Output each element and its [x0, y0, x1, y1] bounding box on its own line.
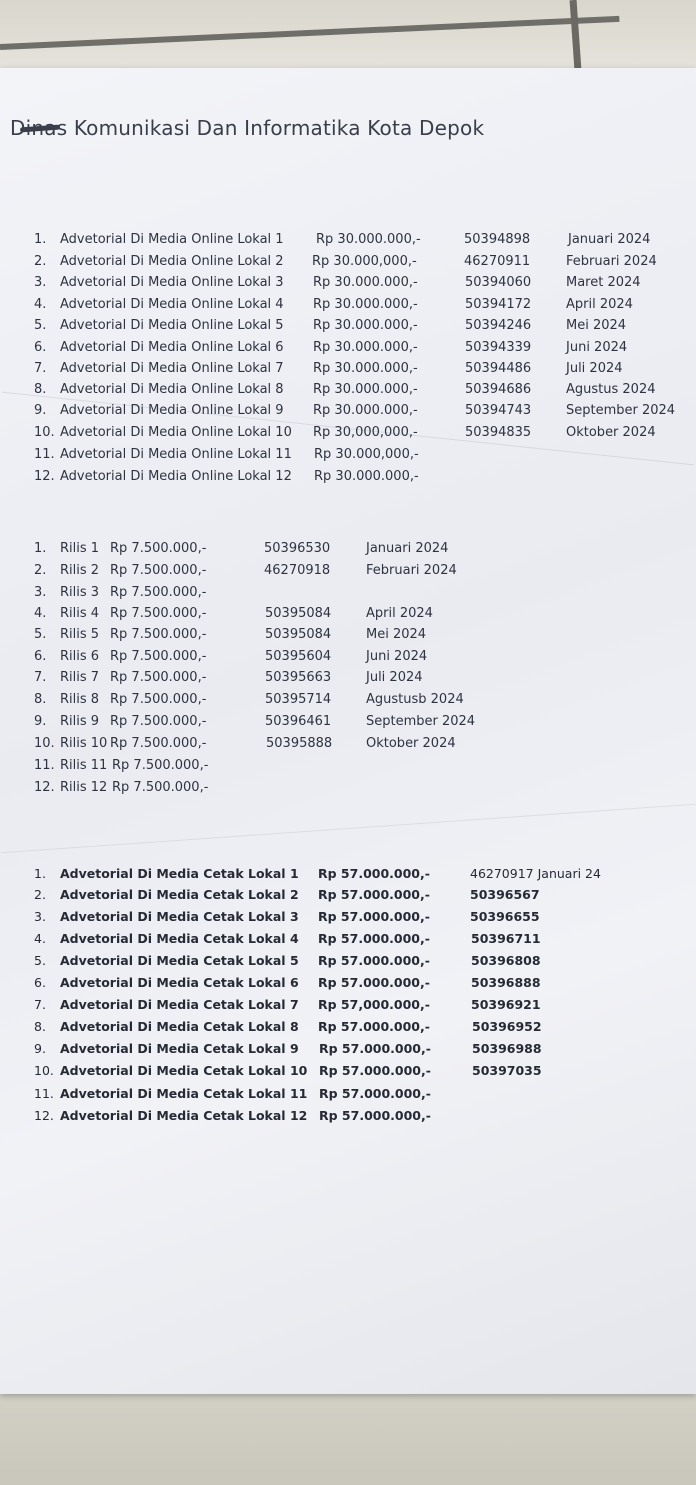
item-number: 7. [34, 361, 47, 376]
item-month: Januari 2024 [568, 232, 651, 247]
list-item [0, 975, 696, 995]
item-number: 10. [34, 1063, 54, 1078]
item-number: 8. [34, 382, 47, 397]
item-number: 8. [34, 1019, 46, 1034]
item-name: Advetorial Di Media Online Lokal 6 [60, 340, 284, 355]
item-name: Advetorial Di Media Cetak Lokal 12 [60, 1108, 308, 1123]
item-month: Juli 2024 [566, 361, 623, 376]
item-number: 2. [34, 254, 47, 269]
item-name: Advetorial Di Media Online Lokal 10 [60, 425, 292, 440]
item-name: Rilis 3 [60, 585, 100, 600]
item-amount: Rp 57.000.000,- [319, 1086, 431, 1101]
list-item [0, 736, 696, 756]
item-number: 2. [34, 563, 47, 578]
list-item [0, 714, 696, 734]
item-amount: Rp 57.000.000,- [319, 1041, 431, 1056]
item-month: Oktober 2024 [566, 425, 656, 440]
item-code: 46270911 [464, 254, 531, 269]
item-amount: Rp 57.000.000,- [318, 887, 430, 902]
list-item [0, 606, 696, 626]
list-item [0, 931, 696, 951]
item-number: 10. [34, 736, 55, 751]
item-name: Rilis 4 [60, 606, 100, 621]
item-amount: Rp 30.000,000,- [314, 447, 419, 462]
item-name: Advetorial Di Media Cetak Lokal 6 [60, 975, 299, 990]
item-number: 6. [34, 340, 47, 355]
item-month: Agustusb 2024 [366, 692, 464, 707]
item-amount: Rp 7.500.000,- [110, 563, 207, 578]
item-amount: Rp 30.000.000,- [314, 469, 419, 484]
item-code: 50394835 [465, 425, 532, 440]
item-number: 10. [34, 425, 55, 440]
item-name: Advetorial Di Media Cetak Lokal 11 [60, 1086, 308, 1101]
item-code: 50396921 [471, 997, 541, 1012]
item-number: 3. [34, 275, 47, 290]
item-name: Rilis 11 [60, 758, 108, 773]
item-code: 50396567 [470, 887, 540, 902]
item-amount: Rp 57.000.000,- [319, 1063, 431, 1078]
item-number: 4. [34, 931, 46, 946]
list-item [0, 469, 696, 489]
item-number: 1. [34, 541, 47, 556]
list-item [0, 997, 696, 1017]
item-number: 5. [34, 318, 47, 333]
item-code: 50396888 [471, 975, 541, 990]
item-code: 50396952 [472, 1019, 542, 1034]
list-item [0, 692, 696, 712]
list-item [0, 447, 696, 467]
list-item [0, 1108, 696, 1128]
item-month: Oktober 2024 [366, 736, 456, 751]
item-number: 12. [34, 780, 55, 795]
item-amount: Rp 7.500.000,- [110, 714, 207, 729]
item-code: 50395084 [265, 627, 332, 642]
item-amount: Rp 7.500.000,- [110, 692, 207, 707]
item-name: Rilis 2 [60, 563, 100, 578]
item-code: 50394898 [464, 232, 531, 247]
item-name: Advetorial Di Media Online Lokal 12 [60, 469, 292, 484]
item-number: 4. [34, 297, 47, 312]
item-amount: Rp 7.500.000,- [112, 780, 209, 795]
item-amount: Rp 7.500.000,- [112, 758, 209, 773]
item-amount: Rp 30.000.000,- [313, 361, 418, 376]
item-amount: Rp 57.000.000,- [318, 866, 430, 881]
list-item [0, 670, 696, 690]
list-item [0, 340, 696, 360]
item-code: 46270918 [264, 563, 331, 578]
item-name: Advetorial Di Media Cetak Lokal 5 [60, 953, 299, 968]
item-amount: Rp 57.000.000,- [318, 953, 430, 968]
document-title: Dinas Komunikasi Dan Informatika Kota Depok [10, 116, 485, 140]
item-number: 4. [34, 606, 47, 621]
item-name: Advetorial Di Media Online Lokal 5 [60, 318, 284, 333]
list-item [0, 382, 696, 402]
floor-tile-bottom [0, 1392, 696, 1485]
item-number: 8. [34, 692, 47, 707]
item-code: 50396988 [472, 1041, 542, 1056]
item-code: 50396655 [470, 909, 540, 924]
list-item [0, 1063, 696, 1083]
item-name: Rilis 12 [60, 780, 108, 795]
item-number: 5. [34, 627, 47, 642]
item-name: Advetorial Di Media Cetak Lokal 7 [60, 997, 299, 1012]
list-item [0, 563, 696, 583]
item-name: Advetorial Di Media Online Lokal 8 [60, 382, 284, 397]
floor-tile-top [0, 0, 696, 72]
list-item [0, 953, 696, 973]
item-code: 46270917 Januari 24 [470, 866, 601, 881]
item-month: September 2024 [366, 714, 476, 729]
item-name: Advetorial Di Media Online Lokal 1 [60, 232, 284, 247]
item-name: Advetorial Di Media Cetak Lokal 9 [60, 1041, 299, 1056]
item-number: 7. [34, 670, 47, 685]
item-code: 50394172 [465, 297, 532, 312]
item-code: 50396530 [264, 541, 331, 556]
item-code: 50396461 [265, 714, 332, 729]
list-item [0, 909, 696, 929]
item-month: Mei 2024 [366, 627, 427, 642]
item-name: Advetorial Di Media Online Lokal 4 [60, 297, 284, 312]
item-code: 50396808 [471, 953, 541, 968]
list-item [0, 275, 696, 295]
item-number: 11. [34, 758, 55, 773]
item-amount: Rp 30.000,000,- [312, 254, 417, 269]
list-item [0, 254, 696, 274]
item-code: 50395714 [265, 692, 332, 707]
item-month: Juni 2024 [366, 649, 428, 664]
item-name: Rilis 1 [60, 541, 100, 556]
item-number: 12. [34, 1108, 54, 1123]
item-code: 50394486 [465, 361, 532, 376]
item-name: Advetorial Di Media Online Lokal 7 [60, 361, 284, 376]
item-month: Juli 2024 [366, 670, 423, 685]
item-amount: Rp 7.500.000,- [110, 670, 207, 685]
item-amount: Rp 57.000.000,- [318, 1019, 430, 1034]
item-code: 50394246 [465, 318, 532, 333]
item-amount: Rp 57.000.000,- [318, 909, 430, 924]
item-amount: Rp 57.000.000,- [319, 1108, 431, 1123]
item-month: Juni 2024 [566, 340, 628, 355]
item-name: Advetorial Di Media Cetak Lokal 8 [60, 1019, 299, 1034]
item-name: Rilis 7 [60, 670, 100, 685]
item-number: 2. [34, 887, 46, 902]
item-amount: Rp 7.500.000,- [110, 649, 207, 664]
list-item [0, 585, 696, 605]
item-name: Advetorial Di Media Cetak Lokal 1 [60, 866, 299, 881]
item-name: Rilis 9 [60, 714, 100, 729]
item-code: 50394743 [465, 403, 532, 418]
list-item [0, 297, 696, 317]
list-item [0, 541, 696, 561]
item-month: Maret 2024 [566, 275, 641, 290]
item-code: 50396711 [471, 931, 541, 946]
list-item [0, 318, 696, 338]
item-amount: Rp 57.000.000,- [318, 975, 430, 990]
item-code: 50394686 [465, 382, 532, 397]
item-amount: Rp 7.500.000,- [110, 585, 207, 600]
item-number: 6. [34, 649, 47, 664]
item-name: Advetorial Di Media Cetak Lokal 4 [60, 931, 299, 946]
item-number: 3. [34, 585, 47, 600]
list-item [0, 780, 696, 800]
item-month: Agustus 2024 [566, 382, 656, 397]
paper-crease [1, 804, 695, 854]
list-item [0, 403, 696, 423]
item-amount: Rp 7.500.000,- [110, 627, 207, 642]
item-amount: Rp 30.000.000,- [313, 318, 418, 333]
list-item [0, 887, 696, 907]
item-month: April 2024 [566, 297, 633, 312]
item-number: 11. [34, 1086, 54, 1101]
item-number: 9. [34, 403, 47, 418]
item-number: 9. [34, 1041, 46, 1056]
item-number: 9. [34, 714, 47, 729]
item-number: 7. [34, 997, 46, 1012]
item-number: 1. [34, 866, 46, 881]
item-amount: Rp 57.000.000,- [318, 931, 430, 946]
item-month: Februari 2024 [366, 563, 457, 578]
item-amount: Rp 30,000,000,- [313, 425, 418, 440]
item-number: 11. [34, 447, 55, 462]
list-item [0, 649, 696, 669]
item-name: Rilis 5 [60, 627, 100, 642]
item-name: Advetorial Di Media Online Lokal 11 [60, 447, 292, 462]
item-name: Advetorial Di Media Cetak Lokal 10 [60, 1063, 308, 1078]
list-item [0, 1019, 696, 1039]
item-month: September 2024 [566, 403, 676, 418]
item-month: April 2024 [366, 606, 433, 621]
list-item [0, 1041, 696, 1061]
item-amount: Rp 57,000.000,- [318, 997, 430, 1012]
item-number: 6. [34, 975, 46, 990]
item-amount: Rp 30.000.000,- [316, 232, 421, 247]
item-amount: Rp 30.000.000,- [313, 403, 418, 418]
list-item [0, 1086, 696, 1106]
item-amount: Rp 30.000.000,- [313, 275, 418, 290]
item-amount: Rp 30.000.000,- [313, 297, 418, 312]
list-item [0, 361, 696, 381]
item-name: Advetorial Di Media Online Lokal 3 [60, 275, 284, 290]
list-item [0, 866, 696, 886]
item-amount: Rp 7.500.000,- [110, 736, 207, 751]
item-number: 5. [34, 953, 46, 968]
item-name: Advetorial Di Media Online Lokal 9 [60, 403, 284, 418]
item-code: 50395084 [265, 606, 332, 621]
item-name: Rilis 6 [60, 649, 100, 664]
list-item [0, 232, 696, 252]
item-amount: Rp 7.500.000,- [110, 541, 207, 556]
list-item [0, 758, 696, 778]
item-number: 1. [34, 232, 47, 247]
item-code: 50394060 [465, 275, 532, 290]
item-number: 12. [34, 469, 55, 484]
item-code: 50395888 [266, 736, 333, 751]
item-name: Advetorial Di Media Online Lokal 2 [60, 254, 284, 269]
item-code: 50395604 [265, 649, 332, 664]
item-amount: Rp 7.500.000,- [110, 606, 207, 621]
item-name: Advetorial Di Media Cetak Lokal 2 [60, 887, 299, 902]
item-name: Rilis 10 [60, 736, 108, 751]
item-code: 50395663 [265, 670, 332, 685]
list-item [0, 627, 696, 647]
item-code: 50394339 [465, 340, 532, 355]
item-number: 3. [34, 909, 46, 924]
item-amount: Rp 30.000.000,- [313, 340, 418, 355]
item-code: 50397035 [472, 1063, 542, 1078]
list-item [0, 425, 696, 445]
item-month: Februari 2024 [566, 254, 657, 269]
item-month: Mei 2024 [566, 318, 627, 333]
item-month: Januari 2024 [366, 541, 449, 556]
item-name: Rilis 8 [60, 692, 100, 707]
item-amount: Rp 30.000.000,- [313, 382, 418, 397]
item-name: Advetorial Di Media Cetak Lokal 3 [60, 909, 299, 924]
